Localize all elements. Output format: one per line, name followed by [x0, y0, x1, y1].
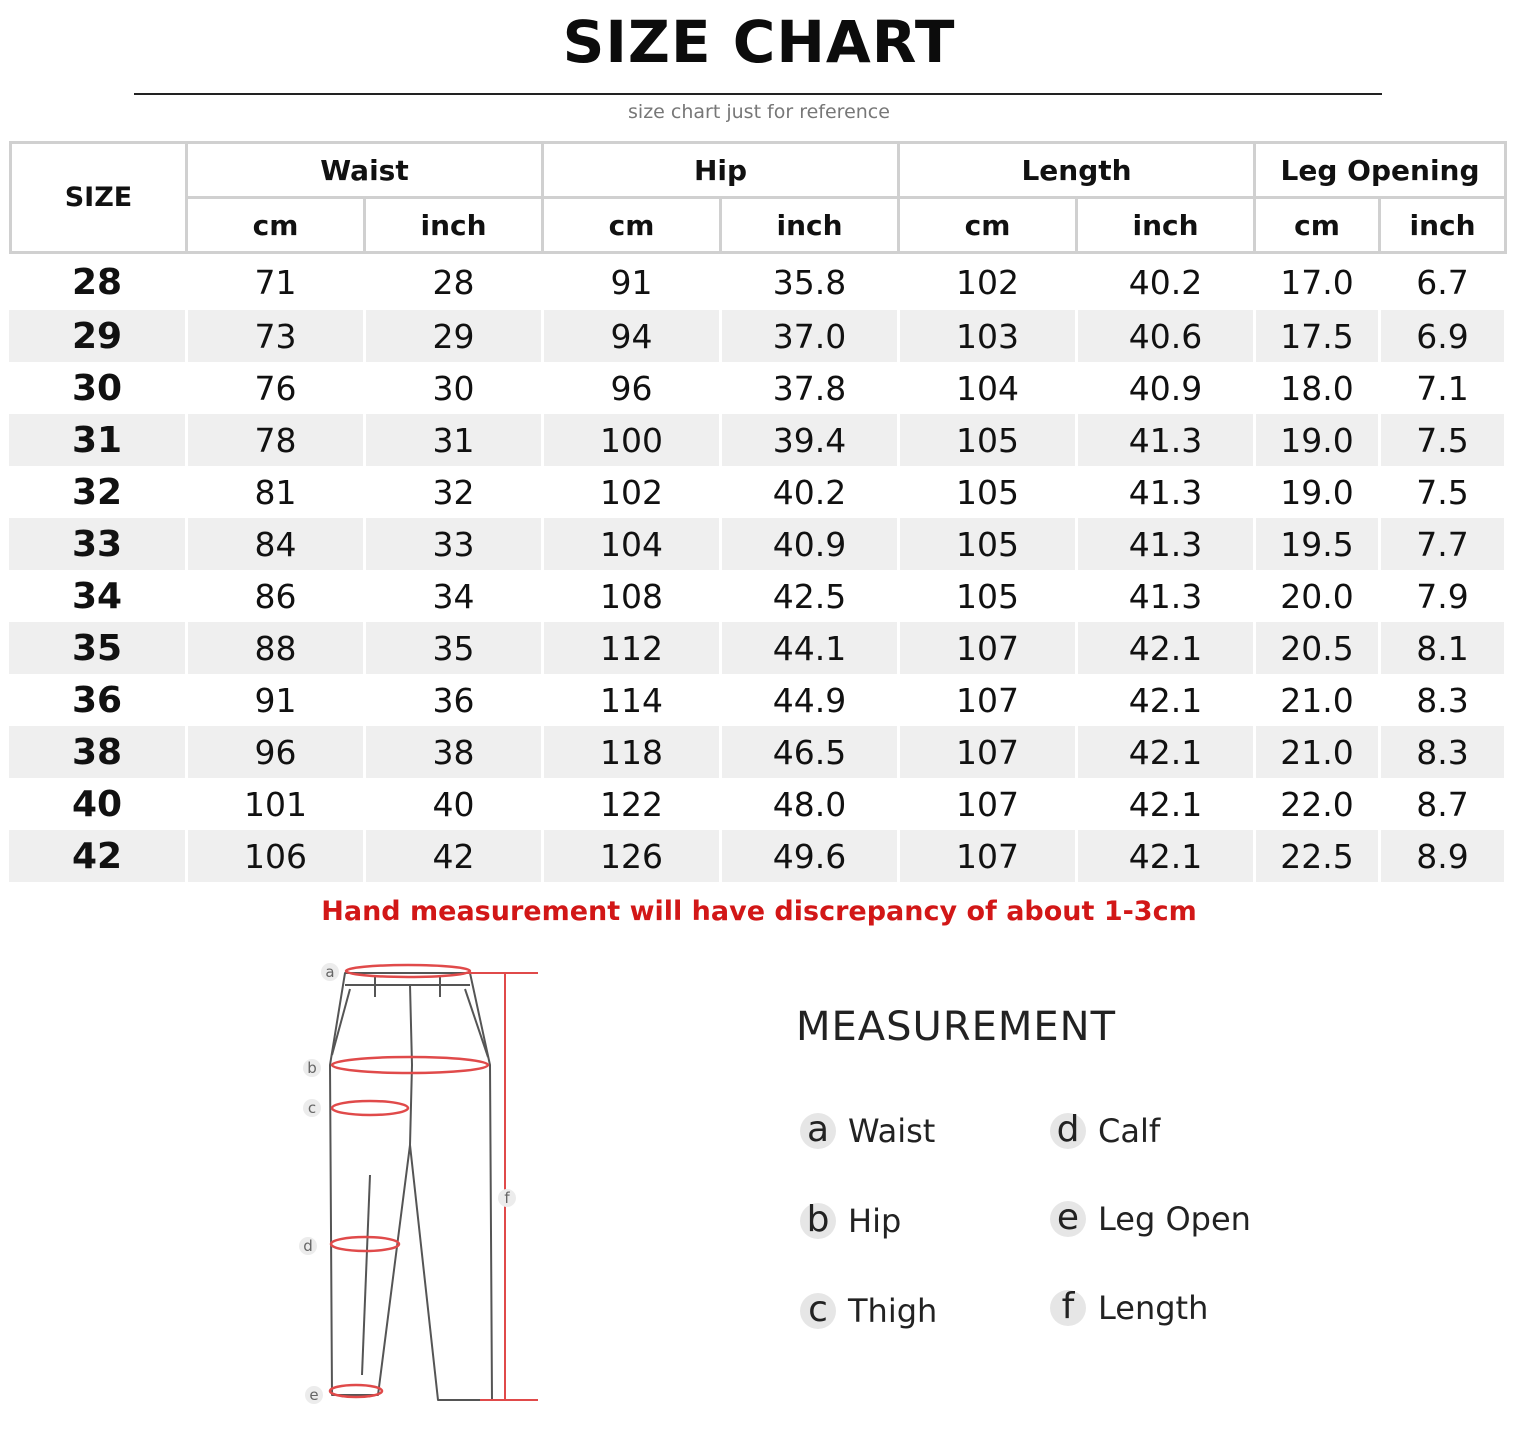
cell-leg-opening-cm: 19.0 [1256, 466, 1381, 518]
cell-leg-opening-cm: 17.5 [1256, 310, 1381, 362]
cell-waist-cm: 101 [188, 778, 366, 830]
cell-leg-opening-inch: 8.3 [1381, 674, 1507, 726]
cell-waist-cm: 84 [188, 518, 366, 570]
cell-hip-cm: 112 [544, 622, 722, 674]
cell-hip-cm: 108 [544, 570, 722, 622]
cell-hip-inch: 40.9 [722, 518, 900, 570]
cell-length-inch: 42.1 [1078, 726, 1256, 778]
unit-header: cm [1256, 199, 1381, 254]
cell-hip-cm: 118 [544, 726, 722, 778]
legend-item-leg-open [1050, 1197, 1251, 1238]
cell-waist-inch: 31 [366, 414, 544, 466]
group-header-hip: Hip [544, 141, 900, 199]
page-title: SIZE CHART [562, 8, 956, 76]
unit-header: cm [188, 199, 366, 254]
cell-hip-cm: 100 [544, 414, 722, 466]
diagram-label-c: c [307, 1099, 317, 1117]
cell-waist-inch: 34 [366, 570, 544, 622]
table-row [9, 362, 1507, 414]
cell-leg-opening-inch: 7.5 [1381, 466, 1507, 518]
legend-letter-f: f [1050, 1290, 1086, 1326]
cell-leg-opening-cm: 19.5 [1256, 518, 1381, 570]
unit-header: inch [1078, 199, 1256, 254]
legend-label: Length [1098, 1289, 1209, 1327]
size-cell: 38 [9, 726, 188, 778]
cell-hip-inch: 42.5 [722, 570, 900, 622]
table-row [9, 674, 1507, 726]
cell-length-cm: 107 [900, 830, 1078, 882]
cell-waist-inch: 40 [366, 778, 544, 830]
legend-item-hip [800, 1199, 902, 1240]
cell-length-inch: 41.3 [1078, 466, 1256, 518]
cell-hip-inch: 35.8 [722, 254, 900, 310]
size-cell: 40 [9, 778, 188, 830]
cell-waist-cm: 106 [188, 830, 366, 882]
table-body [9, 254, 1507, 882]
cell-length-inch: 40.2 [1078, 254, 1256, 310]
legend-letter-a: a [800, 1113, 836, 1149]
size-cell: 30 [9, 362, 188, 414]
table-row [9, 254, 1507, 310]
cell-length-cm: 103 [900, 310, 1078, 362]
cell-leg-opening-cm: 18.0 [1256, 362, 1381, 414]
waist-measure-ring [346, 965, 470, 977]
cell-waist-cm: 91 [188, 674, 366, 726]
cell-leg-opening-inch: 8.3 [1381, 726, 1507, 778]
cell-leg-opening-inch: 8.7 [1381, 778, 1507, 830]
cell-hip-inch: 44.1 [722, 622, 900, 674]
cell-length-inch: 42.1 [1078, 830, 1256, 882]
group-header-length: Length [900, 141, 1256, 199]
cell-hip-cm: 102 [544, 466, 722, 518]
size-cell: 32 [9, 466, 188, 518]
table-group-header-row [9, 141, 1507, 199]
cell-length-inch: 41.3 [1078, 518, 1256, 570]
table-row [9, 310, 1507, 362]
size-table [9, 141, 1507, 882]
hip-measure-ring [332, 1057, 488, 1073]
cell-leg-opening-cm: 22.5 [1256, 830, 1381, 882]
cell-hip-cm: 122 [544, 778, 722, 830]
legend-item-thigh [800, 1289, 938, 1330]
group-header-waist: Waist [188, 141, 544, 199]
cell-hip-cm: 91 [544, 254, 722, 310]
unit-header: inch [366, 199, 544, 254]
cell-leg-opening-cm: 21.0 [1256, 674, 1381, 726]
cell-length-cm: 105 [900, 466, 1078, 518]
legend-letter-d: d [1050, 1113, 1086, 1149]
cell-waist-inch: 36 [366, 674, 544, 726]
cell-hip-inch: 37.0 [722, 310, 900, 362]
cell-waist-cm: 81 [188, 466, 366, 518]
table-row [9, 622, 1507, 674]
cell-waist-cm: 73 [188, 310, 366, 362]
cell-length-cm: 107 [900, 622, 1078, 674]
unit-header: inch [722, 199, 900, 254]
cell-waist-inch: 32 [366, 466, 544, 518]
legend-item-length [1050, 1286, 1209, 1327]
size-cell: 33 [9, 518, 188, 570]
cell-waist-inch: 28 [366, 254, 544, 310]
cell-hip-inch: 39.4 [722, 414, 900, 466]
cell-leg-opening-inch: 7.5 [1381, 414, 1507, 466]
table-row [9, 570, 1507, 622]
cell-hip-inch: 48.0 [722, 778, 900, 830]
legend-label: Thigh [848, 1292, 938, 1330]
legend-letter-e: e [1050, 1201, 1086, 1237]
size-cell: 35 [9, 622, 188, 674]
unit-header: cm [544, 199, 722, 254]
cell-length-cm: 105 [900, 570, 1078, 622]
cell-length-cm: 107 [900, 674, 1078, 726]
cell-leg-opening-inch: 7.1 [1381, 362, 1507, 414]
size-cell: 29 [9, 310, 188, 362]
group-header-leg-opening: Leg Opening [1256, 141, 1507, 199]
size-cell: 34 [9, 570, 188, 622]
cell-hip-inch: 44.9 [722, 674, 900, 726]
cell-leg-opening-inch: 6.9 [1381, 310, 1507, 362]
cell-waist-cm: 88 [188, 622, 366, 674]
unit-header: inch [1381, 199, 1507, 254]
diagram-label-d: d [303, 1237, 313, 1255]
table-row [9, 414, 1507, 466]
cell-waist-inch: 38 [366, 726, 544, 778]
cell-leg-opening-inch: 8.1 [1381, 622, 1507, 674]
cell-waist-inch: 29 [366, 310, 544, 362]
cell-leg-opening-cm: 22.0 [1256, 778, 1381, 830]
legend-item-calf [1050, 1109, 1161, 1150]
cell-leg-opening-cm: 17.0 [1256, 254, 1381, 310]
pants-diagram [290, 955, 560, 1415]
diagram-label-f: f [504, 1189, 510, 1207]
size-column-header: SIZE [9, 141, 188, 254]
cell-length-inch: 41.3 [1078, 414, 1256, 466]
cell-waist-cm: 76 [188, 362, 366, 414]
cell-length-inch: 41.3 [1078, 570, 1256, 622]
cell-leg-opening-inch: 7.7 [1381, 518, 1507, 570]
cell-hip-cm: 104 [544, 518, 722, 570]
size-cell: 42 [9, 830, 188, 882]
legend-letter-b: b [800, 1203, 836, 1239]
cell-hip-cm: 114 [544, 674, 722, 726]
legend-letter-c: c [800, 1293, 836, 1329]
legend-label: Leg Open [1098, 1200, 1251, 1238]
cell-length-cm: 105 [900, 518, 1078, 570]
cell-leg-opening-cm: 20.0 [1256, 570, 1381, 622]
legend-item-waist [800, 1109, 936, 1150]
cell-leg-opening-inch: 7.9 [1381, 570, 1507, 622]
cell-waist-inch: 33 [366, 518, 544, 570]
cell-hip-inch: 46.5 [722, 726, 900, 778]
cell-length-inch: 40.9 [1078, 362, 1256, 414]
diagram-label-b: b [307, 1059, 317, 1077]
cell-leg-opening-inch: 6.7 [1381, 254, 1507, 310]
cell-waist-inch: 30 [366, 362, 544, 414]
cell-length-cm: 107 [900, 778, 1078, 830]
legend-label: Calf [1098, 1112, 1161, 1150]
fly-line [410, 985, 412, 1145]
cell-length-cm: 104 [900, 362, 1078, 414]
table-row [9, 778, 1507, 830]
table-row [9, 726, 1507, 778]
table-row [9, 466, 1507, 518]
diagram-label-e: e [309, 1386, 319, 1404]
thigh-measure-ring [332, 1101, 408, 1115]
page-subtitle: size chart just for reference [628, 101, 890, 123]
table-row [9, 830, 1507, 882]
measurement-title: MEASUREMENT [796, 1004, 1117, 1050]
cell-leg-opening-cm: 19.0 [1256, 414, 1381, 466]
cell-waist-cm: 78 [188, 414, 366, 466]
cell-hip-inch: 37.8 [722, 362, 900, 414]
leg-crease [362, 1175, 370, 1375]
cell-length-inch: 42.1 [1078, 622, 1256, 674]
cell-leg-opening-cm: 21.0 [1256, 726, 1381, 778]
cell-waist-inch: 42 [366, 830, 544, 882]
size-cell: 36 [9, 674, 188, 726]
cell-hip-inch: 40.2 [722, 466, 900, 518]
unit-header: cm [900, 199, 1078, 254]
calf-measure-ring [331, 1237, 399, 1251]
cell-waist-cm: 96 [188, 726, 366, 778]
cell-waist-cm: 86 [188, 570, 366, 622]
size-cell: 28 [9, 254, 188, 310]
cell-leg-opening-cm: 20.5 [1256, 622, 1381, 674]
table-unit-header-row [9, 199, 1507, 254]
legend-label: Waist [848, 1112, 936, 1150]
title-divider [134, 93, 1382, 95]
cell-hip-cm: 94 [544, 310, 722, 362]
size-cell: 31 [9, 414, 188, 466]
legend-label: Hip [848, 1202, 902, 1240]
cell-length-cm: 107 [900, 726, 1078, 778]
diagram-label-a: a [325, 963, 335, 981]
cell-length-cm: 102 [900, 254, 1078, 310]
cell-length-cm: 105 [900, 414, 1078, 466]
cell-hip-inch: 49.6 [722, 830, 900, 882]
cell-length-inch: 40.6 [1078, 310, 1256, 362]
cell-waist-cm: 71 [188, 254, 366, 310]
cell-length-inch: 42.1 [1078, 674, 1256, 726]
table-row [9, 518, 1507, 570]
cell-hip-cm: 126 [544, 830, 722, 882]
cell-length-inch: 42.1 [1078, 778, 1256, 830]
cell-waist-inch: 35 [366, 622, 544, 674]
cell-hip-cm: 96 [544, 362, 722, 414]
cell-leg-opening-inch: 8.9 [1381, 830, 1507, 882]
measurement-note: Hand measurement will have discrepancy of about 1-3cm [321, 896, 1197, 927]
